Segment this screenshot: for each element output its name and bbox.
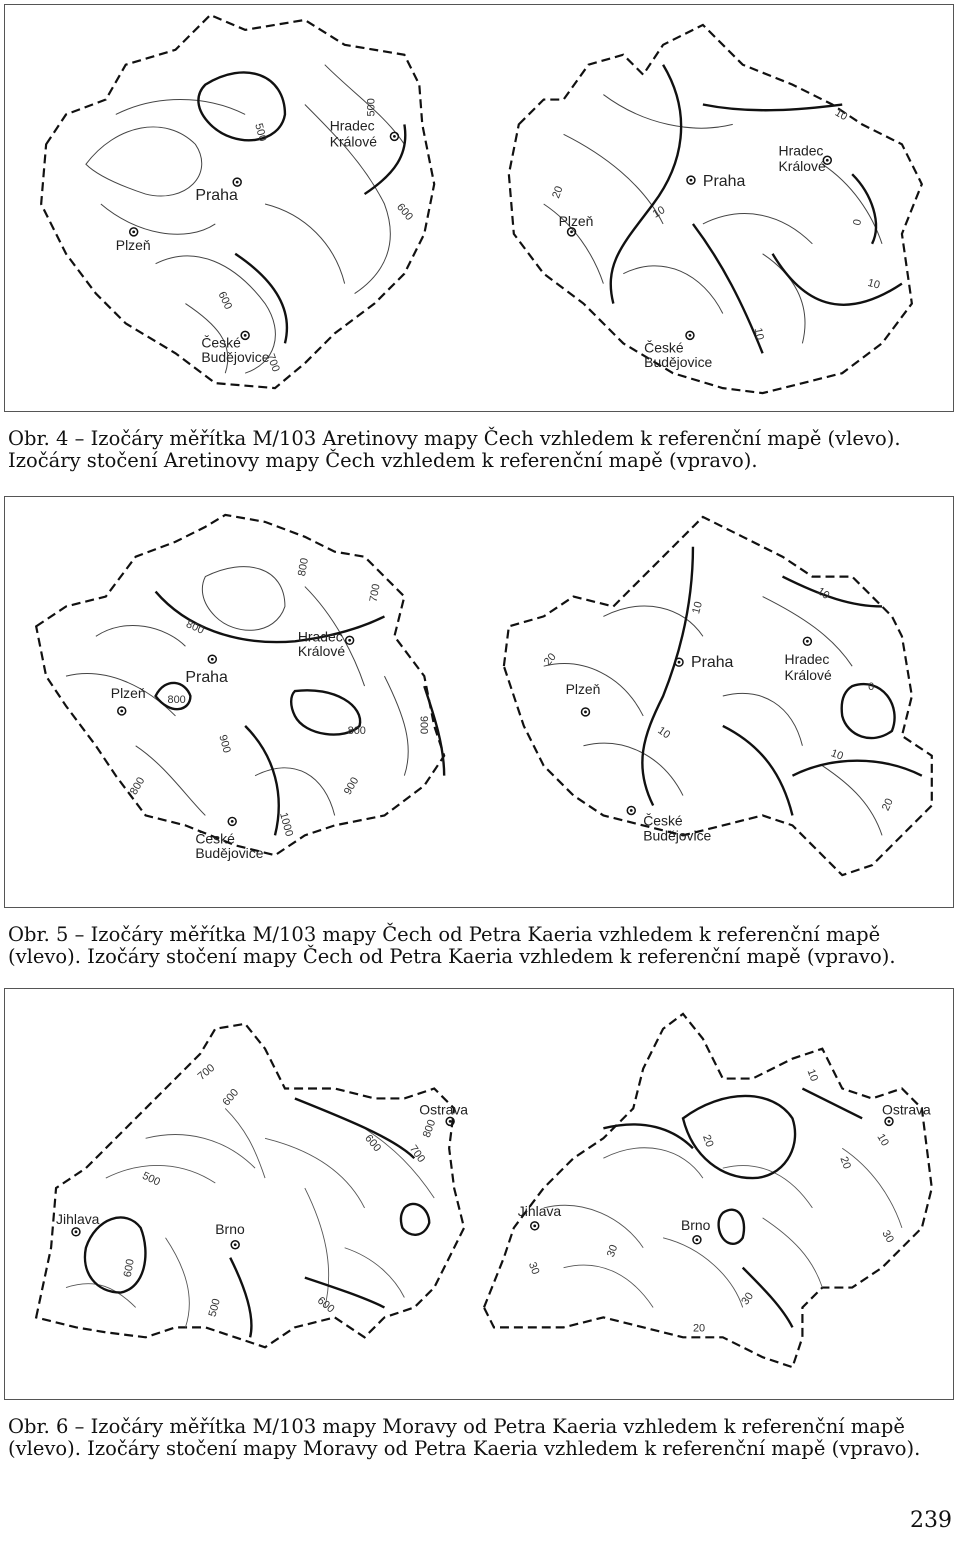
city-markers xyxy=(568,156,832,339)
city-hradec: Hradec xyxy=(784,651,830,668)
city-ceske: České xyxy=(195,830,235,847)
isoline-value: 900 xyxy=(341,775,362,798)
isoline-value: 30 xyxy=(525,1260,542,1277)
city-hradec: Hradec xyxy=(778,142,824,159)
figure-4-maps xyxy=(4,4,954,412)
isoline-value: 30 xyxy=(739,1290,757,1308)
city-ceske: České xyxy=(201,334,241,351)
caption-line: (vlevo). Izočáry stočení mapy Čech od Petra Kaeria vzhledem k referenční mapě (vpravo). xyxy=(8,945,896,968)
figure-5-caption xyxy=(8,924,956,968)
isoline-value: 10 xyxy=(874,1131,891,1149)
city-kralove: Králové xyxy=(297,643,346,660)
isoline-value: 20 xyxy=(541,651,559,669)
isoline-value: 20 xyxy=(550,184,566,201)
fig5-right-map xyxy=(504,517,932,875)
city-budejovice: Budějovice xyxy=(195,845,264,862)
fig6-left-map xyxy=(36,1024,468,1347)
city-plzen: Plzeň xyxy=(558,212,594,229)
city-praha: Praha xyxy=(185,669,228,687)
city-budejovice: Budějovice xyxy=(644,354,713,371)
border-outline xyxy=(36,515,444,855)
isoline-value: 800 xyxy=(184,618,206,637)
fig6-right-map xyxy=(484,1014,932,1367)
city-jihlava: Jihlava xyxy=(56,1210,100,1227)
fig4-left-map xyxy=(41,15,434,388)
city-budejovice: Budějovice xyxy=(201,349,270,366)
isoline-value: 600 xyxy=(220,1086,242,1109)
figure-6-svg xyxy=(5,989,953,1399)
isoline-value: 10 xyxy=(866,276,882,292)
isoline-value: 10 xyxy=(650,204,668,221)
city-kralove: Králové xyxy=(778,158,826,175)
figure-6-caption xyxy=(8,1416,956,1460)
city-markers xyxy=(130,132,399,339)
isoline-value: 900 xyxy=(216,733,233,755)
caption-line: Obr. 6 – Izočáry měřítka M/103 mapy Moravy od Petra Kaeria vzhledem k referenční mapě xyxy=(8,1415,905,1438)
figure-5-svg xyxy=(5,497,953,907)
caption-line: (vlevo). Izočáry stočení mapy Moravy od Petra Kaeria vzhledem k referenční mapě (vpravo). xyxy=(8,1437,921,1460)
figure-4-svg xyxy=(5,5,953,411)
border-outline xyxy=(484,1014,932,1367)
city-ceske: České xyxy=(644,339,684,356)
isoline-value: 20 xyxy=(837,1155,853,1171)
isoline-value: 10 xyxy=(804,1067,821,1084)
city-hradec: Hradec xyxy=(329,117,375,134)
isoline-value: 600 xyxy=(314,1294,337,1316)
city-budejovice: Budějovice xyxy=(643,827,712,844)
figure-5-maps xyxy=(4,496,954,908)
isoline-value: 700 xyxy=(264,352,282,374)
isoline-value: 800 xyxy=(127,775,148,798)
city-hradec: Hradec xyxy=(297,628,343,645)
fig5-left-map xyxy=(36,515,444,861)
city-praha: Praha xyxy=(195,187,238,205)
isoline-value: 10 xyxy=(655,724,673,742)
isoline-value: 10 xyxy=(690,600,705,616)
isoline-value: 900 xyxy=(417,715,430,735)
isoline-value: 800 xyxy=(347,724,366,737)
city-praha: Praha xyxy=(690,654,734,672)
isoline-value: 800 xyxy=(167,693,186,706)
city-ostrava: Ostrava xyxy=(419,1101,469,1118)
city-plzen: Plzeň xyxy=(115,236,151,253)
city-kralove: Králové xyxy=(329,133,377,150)
city-ostrava: Ostrava xyxy=(882,1101,931,1118)
border-outline xyxy=(509,25,922,393)
border-outline xyxy=(36,1024,464,1347)
caption-line: Obr. 4 – Izočáry měřítka M/103 Aretinovy mapy Čech vzhledem k referenční mapě (vlevo). xyxy=(8,427,901,450)
caption-line: Obr. 5 – Izočáry měřítka M/103 mapy Čech od Petra Kaeria vzhledem k referenční mapě xyxy=(8,923,881,946)
isoline-value: 1000 xyxy=(277,811,295,838)
isoline-value: 30 xyxy=(604,1243,621,1259)
isoline-value: 10 xyxy=(751,326,766,341)
city-plzen: Plzeň xyxy=(110,685,146,702)
isoline-value: 700 xyxy=(406,1143,428,1165)
isoline-value: 800 xyxy=(295,557,311,578)
isoline-value: 20 xyxy=(700,1133,716,1149)
isoline-value: 600 xyxy=(362,1132,384,1155)
isoline-value: 700 xyxy=(367,582,383,604)
city-praha: Praha xyxy=(702,173,746,191)
isoline-value: 600 xyxy=(215,289,235,312)
city-brno: Brno xyxy=(681,1216,711,1233)
fig4-right-map xyxy=(509,25,922,393)
isoline-value: 500 xyxy=(252,122,269,143)
isoline-value: 20 xyxy=(692,1322,706,1335)
isoline-value: 700 xyxy=(195,1061,218,1083)
city-markers xyxy=(118,636,354,825)
isoline-value: 500 xyxy=(140,1169,162,1189)
city-kralove: Králové xyxy=(784,667,832,684)
city-plzen: Plzeň xyxy=(565,681,601,698)
city-jihlava: Jihlava xyxy=(517,1202,562,1219)
isoline-value: 30 xyxy=(879,1228,896,1245)
isoline-value: 10 xyxy=(829,747,845,763)
isoline-value: 0 xyxy=(851,218,865,227)
city-markers xyxy=(72,1117,454,1248)
city-ceske: České xyxy=(643,812,683,829)
isoline-value: 10 xyxy=(832,106,850,124)
isoline-value: 600 xyxy=(394,201,416,223)
isoline-value: 0 xyxy=(868,681,875,694)
isoline-value: 800 xyxy=(420,1118,439,1140)
isoline-value: 500 xyxy=(206,1297,223,1319)
caption-line: Izočáry stočení Aretinovy mapy Čech vzhledem k referenční mapě (vpravo). xyxy=(8,449,758,472)
isoline-value: 20 xyxy=(879,796,896,813)
page-number: 239 xyxy=(910,1508,952,1533)
isoline-value: 10 xyxy=(814,585,832,602)
figure-4-caption xyxy=(8,428,956,472)
figure-6-maps xyxy=(4,988,954,1400)
isoline-value: 500 xyxy=(365,98,378,117)
city-brno: Brno xyxy=(215,1220,245,1237)
isoline-value: 600 xyxy=(121,1258,137,1279)
